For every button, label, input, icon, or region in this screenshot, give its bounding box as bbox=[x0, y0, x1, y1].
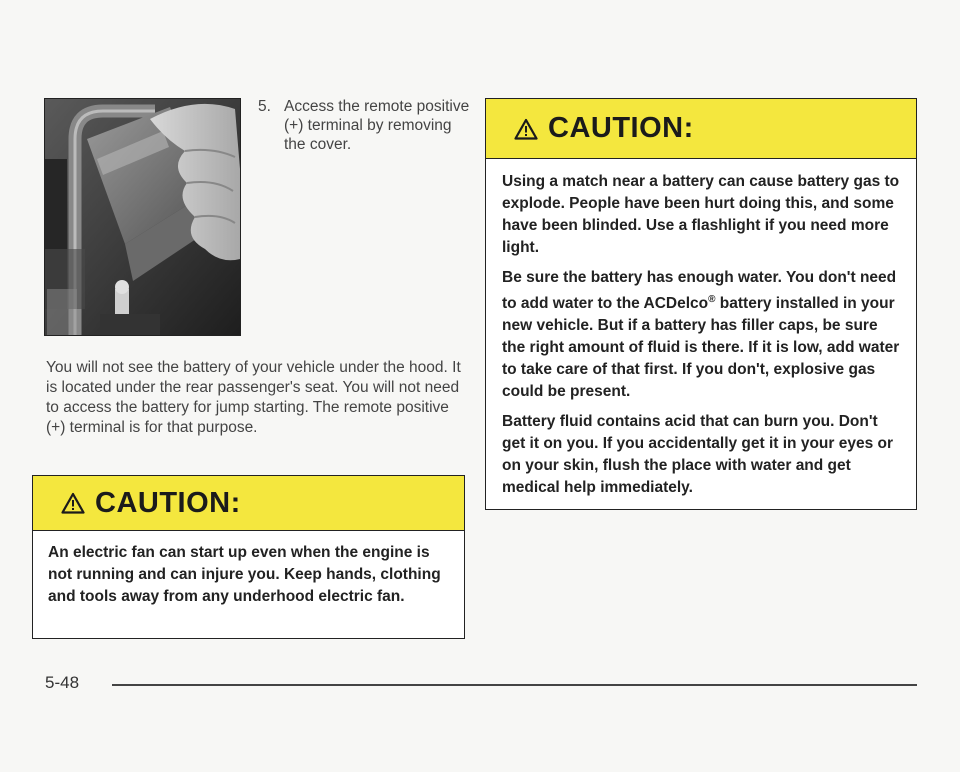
caution-text: An electric fan can start up even when the engine is not running and can injure you. Keep hands, clothing and tools away from any underhood electric fan. bbox=[48, 544, 441, 605]
step-5 bbox=[258, 97, 473, 154]
caution-box-fan bbox=[32, 475, 465, 639]
caution-header bbox=[33, 476, 464, 531]
caution-text-water-a: Be sure the battery has enough water. You don't need to add water to the ACDelco bbox=[502, 269, 897, 313]
caution-box-battery bbox=[485, 98, 917, 510]
battery-location-paragraph: You will not see the battery of your vehicle under the hood. It is located under the rear passenger's seat. You will not need to access the battery for jump starting. The remote positive (+) terminal is for that purpose. bbox=[46, 359, 461, 436]
caution-text-match: Using a match near a battery can cause battery gas to explode. People have been hurt doing this, and some have been blinded. Use a flashlight if you need more light. bbox=[502, 173, 900, 256]
warning-triangle-icon bbox=[61, 492, 85, 514]
caution-body bbox=[486, 159, 916, 499]
caution-text-acid: Battery fluid contains acid that can burn you. Don't get it on you. If you accidentally get it in your eyes or on your skin, flush the place with water and get medical help immediately. bbox=[502, 413, 894, 497]
footer-rule bbox=[112, 684, 917, 686]
step-number: 5. bbox=[258, 98, 271, 115]
caution-title: CAUTION: bbox=[95, 486, 241, 519]
caution-header bbox=[486, 99, 916, 159]
warning-triangle-icon bbox=[514, 118, 538, 140]
step-text: Access the remote positive (+) terminal by removing the cover. bbox=[284, 98, 470, 153]
page-number: 5-48 bbox=[45, 673, 80, 692]
caution-text-water bbox=[502, 267, 902, 403]
registered-mark: ® bbox=[708, 294, 716, 305]
caution-title: CAUTION: bbox=[548, 112, 694, 144]
caution-body bbox=[33, 531, 464, 608]
caution-text-water-b: battery installed in your new vehicle. But if a battery has filler caps, be sure the right amount of fluid is there. If it is low, add water to take care of that first. If you don't, explosive gas could be present. bbox=[502, 295, 900, 401]
terminal-cover-photo bbox=[44, 98, 241, 336]
